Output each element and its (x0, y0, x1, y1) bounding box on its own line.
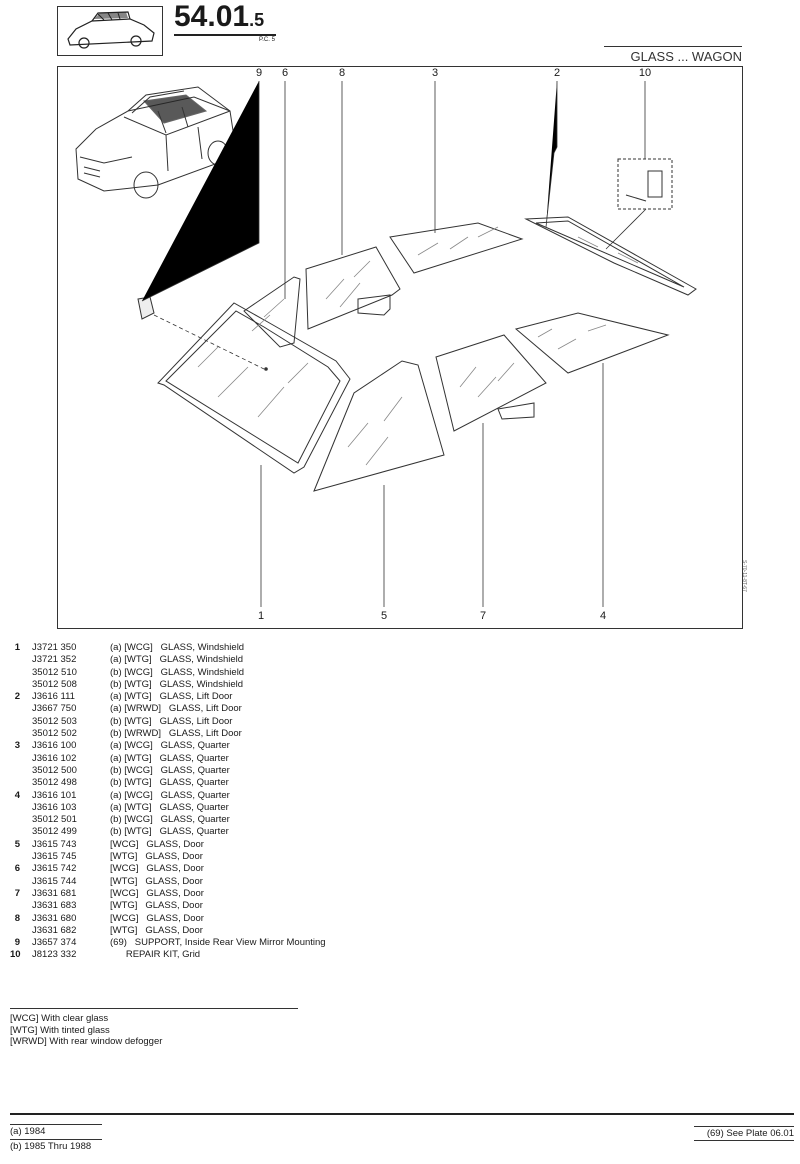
part-number: J3615 745 (32, 851, 77, 863)
part-description: [WCG] GLASS, Door (110, 838, 204, 850)
part-number: 35012 510 (32, 666, 77, 678)
part-number: J3657 374 (32, 937, 77, 949)
part-ref-number: 8 (14, 912, 20, 924)
callout-3: 3 (431, 67, 439, 79)
part-ref-number: 2 (14, 691, 20, 703)
note-wcg: [WCG] With clear glass (10, 1013, 109, 1024)
part-description: [WTG] GLASS, Door (110, 875, 203, 887)
part-ref-number: 4 (14, 789, 20, 801)
callout-10: 10 (638, 67, 652, 79)
callout-8: 8 (338, 67, 346, 79)
plate-thumbnail-car (57, 6, 163, 56)
part-description: (a) [WTG] GLASS, Windshield (110, 654, 244, 666)
part-number: J3616 111 (32, 691, 75, 703)
car-thumbnail-icon (58, 7, 162, 55)
part-description: (a) [WTG] GLASS, Quarter (110, 752, 229, 764)
part-ref-number: 1 (14, 642, 20, 653)
part-description: (b) [WCG] GLASS, Windshield (110, 666, 245, 678)
year-note-a: (a) 1984 (10, 1124, 102, 1139)
part-description: (a) [WCG] GLASS, Windshield (110, 642, 245, 653)
exploded-glass-diagram (57, 66, 743, 629)
part-ref-number: 7 (14, 887, 20, 899)
part-number: 35012 502 (32, 728, 77, 740)
callout-1: 1 (257, 610, 265, 622)
part-description: (b) [WCG] GLASS, Quarter (110, 814, 230, 826)
part-number: 35012 498 (32, 777, 77, 789)
part-number: J3721 350 (32, 642, 77, 653)
part-number: J3631 683 (32, 900, 77, 912)
callout-5: 5 (380, 610, 388, 622)
part-number: J3616 100 (32, 740, 77, 752)
section-title: GLASS ... WAGON (604, 46, 742, 64)
notes-divider (10, 1008, 298, 1009)
part-number: J3615 742 (32, 863, 77, 875)
part-description: (69) SUPPORT, Inside Rear View Mirror Mounting (110, 937, 326, 949)
part-number: 35012 500 (32, 764, 77, 776)
part-number: J3721 352 (32, 654, 77, 666)
part-description: (b) [WTG] GLASS, Lift Door (110, 715, 233, 727)
part-number: J3616 102 (32, 752, 77, 764)
note-wtg: [WTG] With tinted glass (10, 1024, 110, 1036)
part-ref-number: 3 (14, 740, 20, 752)
part-description: [WTG] GLASS, Door (110, 851, 203, 863)
plate-number: 54.01.5 (174, 0, 265, 33)
part-number: J3667 750 (32, 703, 77, 715)
model-year-key (10, 1124, 102, 1154)
part-description: (b) [WTG] GLASS, Quarter (110, 777, 229, 789)
part-description: [WTG] GLASS, Door (110, 900, 203, 912)
part-number: 35012 499 (32, 826, 77, 838)
part-number: 35012 501 (32, 814, 77, 826)
part-number: J3616 101 (32, 789, 77, 801)
callout-6: 6 (281, 67, 289, 79)
part-number: J3631 682 (32, 924, 77, 936)
part-ref-number: 6 (14, 863, 20, 875)
part-ref-number: 10 (10, 949, 21, 961)
part-ref-number: 5 (14, 838, 20, 850)
part-number: J3631 680 (32, 912, 77, 924)
side-reference-code: S-70-11-8T-67 (741, 560, 747, 592)
part-number: J3616 103 (32, 801, 77, 813)
note-wrwd: [WRWD] With rear window defogger (10, 1036, 163, 1047)
part-description: REPAIR KIT, Grid (110, 949, 201, 961)
part-description: (b) [WTG] GLASS, Quarter (110, 826, 229, 838)
callout-4: 4 (599, 610, 607, 622)
part-description: (a) [WTG] GLASS, Lift Door (110, 691, 233, 703)
part-description: (b) [WCG] GLASS, Quarter (110, 764, 230, 776)
pc-label: P.C. 5 (259, 37, 275, 43)
part-description: [WCG] GLASS, Door (110, 887, 204, 899)
part-description: (a) [WCG] GLASS, Quarter (110, 740, 230, 752)
part-description: (a) [WRWD] GLASS, Lift Door (110, 703, 242, 715)
part-number: J3631 681 (32, 887, 77, 899)
year-note-b: (b) 1985 Thru 1988 (10, 1139, 102, 1154)
callout-9: 9 (255, 67, 263, 79)
part-description: (a) [WTG] GLASS, Quarter (110, 801, 229, 813)
part-description: (a) [WCG] GLASS, Quarter (110, 789, 230, 801)
part-description: (b) [WRWD] GLASS, Lift Door (110, 728, 242, 740)
part-number: J3615 743 (32, 838, 77, 850)
part-description: [WCG] GLASS, Door (110, 863, 204, 875)
legend-notes (10, 1013, 162, 1048)
callout-2: 2 (553, 67, 561, 79)
plate-reference-note: (69) See Plate 06.01 (694, 1126, 794, 1141)
part-ref-number: 9 (14, 937, 20, 949)
part-number: 35012 503 (32, 715, 77, 727)
part-description: (b) [WTG] GLASS, Windshield (110, 678, 244, 690)
part-description: [WCG] GLASS, Door (110, 912, 204, 924)
footer-divider (10, 1113, 794, 1115)
glass-parts-illustration (58, 67, 744, 630)
callout-7: 7 (479, 610, 487, 622)
part-number: 35012 508 (32, 678, 77, 690)
part-number: J3615 744 (32, 875, 77, 887)
part-number: J8123 332 (32, 949, 77, 961)
part-description: [WTG] GLASS, Door (110, 924, 203, 936)
plate-underline (174, 34, 276, 36)
